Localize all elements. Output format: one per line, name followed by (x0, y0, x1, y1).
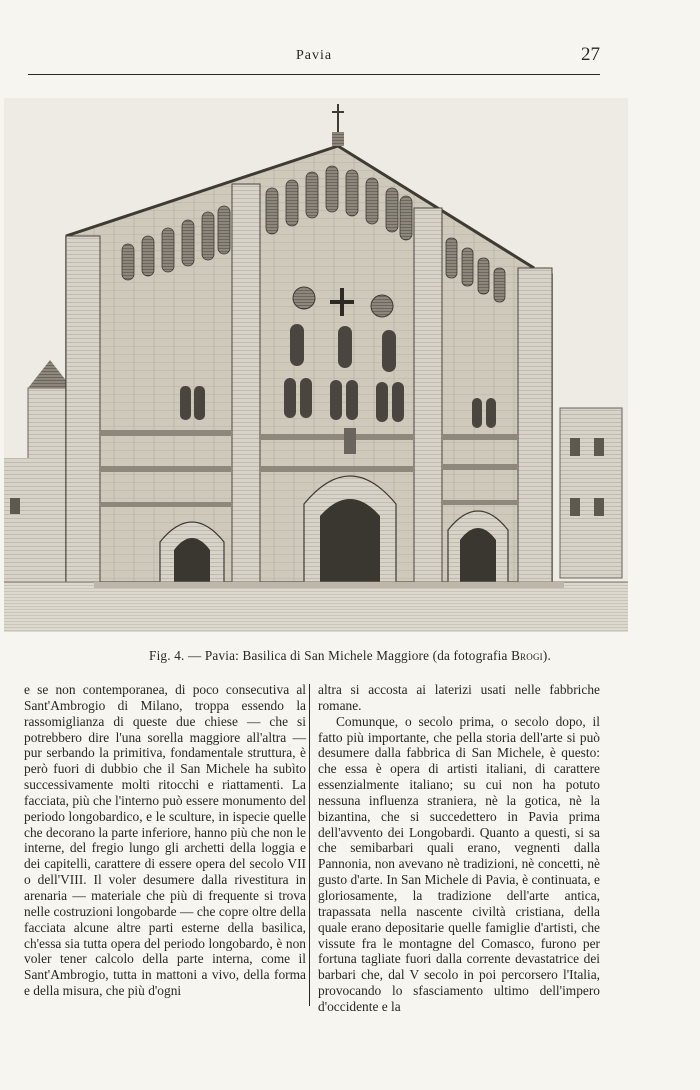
basilica-illustration (4, 98, 628, 632)
caption-text: Fig. 4. — Pavia: Basilica di San Michele Maggiore (da fotografia (149, 648, 512, 663)
running-head (28, 44, 600, 72)
text-column-right (318, 682, 600, 1015)
figure-caption (0, 648, 700, 664)
basilica-engraving (4, 98, 628, 632)
paragraph-left: e se non contemporanea, di poco consecutiva al Sant'Ambrogio di Milano, troppa essendo la rassomiglianza di queste due chiese — che si potrebbero dire l'una sorella maggiore all'altra — pur serbando la primitiva, fondamentale struttura, è però fuori di dubbio che il San Michele ha subìto successivamente molti ritocchi e riattamenti. La facciata, più che l'interno può essere monumento del periodo longobardico, e le sculture, in ispecie quelle che decorano la parte inferiore, hanno più che non le interne, del fregio lungo gli archetti della loggia e dei capitelli, carattere di essere opera del secolo VII o dell'VIII. Il voler desumere dalla rivestitura in arenaria — materiale che più di frequente si trova nelle costruzioni longobarde — che copre oltre della facciata alcune altre parti esterne della basilica, ch'essa sia tutta opera del periodo longobardo, è non voler tener calcolo della parte interna, come il Sant'Ambrogio, tutta in mattoni a vivo, della forma e della misura, che più d'ogni (24, 682, 306, 999)
running-title: Pavia (295, 48, 333, 63)
caption-photographer: Brogi (511, 648, 543, 663)
page-number: 27 (581, 44, 600, 65)
text-column-left (24, 682, 306, 999)
paragraph-right-2: Comunque, o secolo prima, o secolo dopo, il fatto più importante, che pella storia dell'arte si può desumere dalla fabbrica di San Michele, è questo: che essa è opera di artisti italiani, di carattere essenzialmente italiano; su cui non ha potuto nessuna influenza straniera, nè la gotica, nè la bizantina, che si succedettero in Pavia prima dell'avvento dei Longobardi. Quanto a questi, si sa che semibarbari quali erano, vegnenti dalla Pannonia, non avevano nè tradizioni, nè concetti, nè gusto d'arte. In San Michele di Pavia, è continuata, e gloriosamente, la tradizione dell'arte antica, trapassata nella nascente civiltà cristiana, della quale erano depositarie quelle famiglie d'artisti, che vissute fra le montagne del Comasco, furono per fortuna tagliate fuori dalla corrente devastatrice dei barbari che, dal V secolo in poi percorsero l'Italia, provocando lo sfasciamento ultimo dell'impero d'occidente e la (318, 713, 600, 1014)
column-divider (309, 684, 310, 1006)
header-rule (28, 74, 600, 75)
caption-end: ). (542, 648, 551, 663)
paragraph-right-1: altra si accosta ai laterizi usati nelle fabbriche romane. (318, 682, 600, 713)
